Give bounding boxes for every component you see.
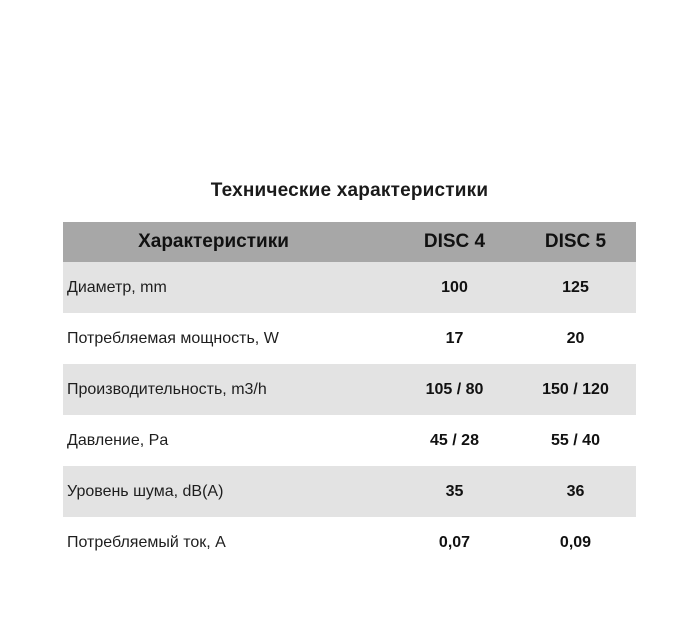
row-label: Потребляемый ток, A	[67, 533, 226, 551]
disc4-value: 17	[445, 329, 464, 347]
disc5-value: 0,09	[559, 533, 592, 551]
row-label: Уровень шума, dB(A)	[63, 466, 394, 517]
table-row-capacity	[63, 364, 636, 415]
disc5-value: 20	[566, 329, 585, 347]
column-header-disc4: DISC 4	[394, 222, 515, 262]
table-row-current	[63, 517, 636, 568]
disc4-value: 0,07	[438, 533, 471, 551]
row-label: Давление, Pa	[67, 431, 169, 449]
page-title: Технические характеристики	[210, 180, 489, 201]
disc5-value: 36	[515, 466, 636, 517]
specifications-table	[63, 222, 636, 568]
disc5-value: 125	[515, 262, 636, 313]
row-label: Производительность, m3/h	[63, 364, 394, 415]
disc4-value: 35	[394, 466, 515, 517]
disc4-value: 100	[394, 262, 515, 313]
disc5-value: 150 / 120	[515, 364, 636, 415]
table-row-power	[63, 313, 636, 364]
disc4-value: 45 / 28	[430, 431, 479, 449]
disc5-value: 55 / 40	[551, 431, 600, 449]
table-header-row	[63, 222, 636, 262]
row-label: Потребляемая мощность, W	[67, 329, 279, 347]
table-row-noise	[63, 466, 636, 517]
disc4-value: 105 / 80	[394, 364, 515, 415]
row-label: Диаметр, mm	[63, 262, 394, 313]
table-row-diameter	[63, 262, 636, 313]
column-header-disc5: DISC 5	[515, 222, 636, 262]
column-header-characteristics: Характеристики	[63, 222, 394, 262]
table-row-pressure	[63, 415, 636, 466]
